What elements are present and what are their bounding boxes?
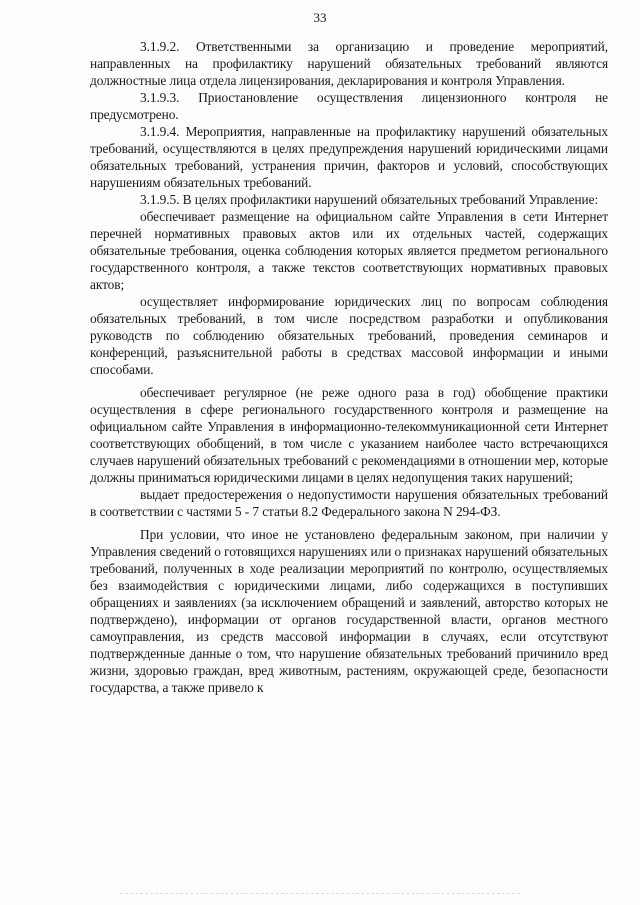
paragraph-3-1-9-3: 3.1.9.3. Приостановление осуществления лицензионного контроля не предусмотрено. (90, 90, 608, 122)
document-body (90, 38, 608, 696)
paragraph-3-1-9-2: 3.1.9.2. Ответственными за организацию и проведение мероприятий, направленных на профилактику нарушений обязательных требований являются должностные лица отдела лицензирования, декларирования и контроля Управления. (90, 39, 608, 88)
page-number: 33 (313, 10, 327, 25)
paragraph-3-1-9-4: 3.1.9.4. Мероприятия, направленные на профилактику нарушений обязательных требований, осуществляются в целях предупреждения нарушений юридическими лицами обязательных требований, устранения причин, факторов и условий, способствующих нарушениям обязательных требований. (90, 124, 608, 190)
paragraph-conditions: При условии, что иное не установлено федеральным законом, при наличии у Управления сведений о готовящихся нарушениях или о признаках нарушений обязательных требований, полученных в ходе реализации мероприятий по контролю, осуществляемых без взаимодействия с юридическими лицами, либо содержащихся в поступивших обращениях и заявлениях (за исключением обращений и заявлений, авторство которых не подтверждено), информации от органов государственной власти, органов местного самоуправления, из средств массовой информации в случаях, если отсутствуют подтвержденные данные о том, что нарушение обязательных требований причинило вред жизни, здоровью граждан, вред животным, растениям, окружающей среде, безопасности государства, а также привело к (90, 527, 608, 695)
list-item-generalization: обеспечивает регулярное (не реже одного раза в год) обобщение практики осуществления в сфере регионального государственного контроля и размещение на официальном сайте Управления в информационно-телекоммуникационной сети Интернет соответствующих обобщений, в том числе с указанием наиболее часто встречающихся случаев нарушений обязательных требований с рекомендациями в отношении мер, которые должны приниматься юридическими лицами в целях недопущения таких нарушений; (90, 385, 608, 485)
scan-artifact-line (120, 893, 520, 896)
list-item-informing: осуществляет информирование юридических лиц по вопросам соблюдения обязательных требований, в том числе посредством разработки и опубликования руководств по соблюдению обязательных требований, проведения семинаров и конференций, разъяснительной работы в средствах массовой информации и иными способами. (90, 294, 608, 377)
list-item-publishing: обеспечивает размещение на официальном сайте Управления в сети Интернет перечней нормативных правовых актов или их отдельных частей, содержащих обязательные требования, оценка соблюдения которых является предметом регионального государственного контроля, а также текстов соответствующих нормативных правовых актов; (90, 209, 608, 292)
paragraph-3-1-9-5: 3.1.9.5. В целях профилактики нарушений обязательных требований Управление: (140, 192, 599, 207)
list-item-warnings: выдает предостережения о недопустимости нарушения обязательных требований в соответствии с частями 5 - 7 статьи 8.2 Федерального закона N 294-ФЗ. (90, 487, 608, 519)
